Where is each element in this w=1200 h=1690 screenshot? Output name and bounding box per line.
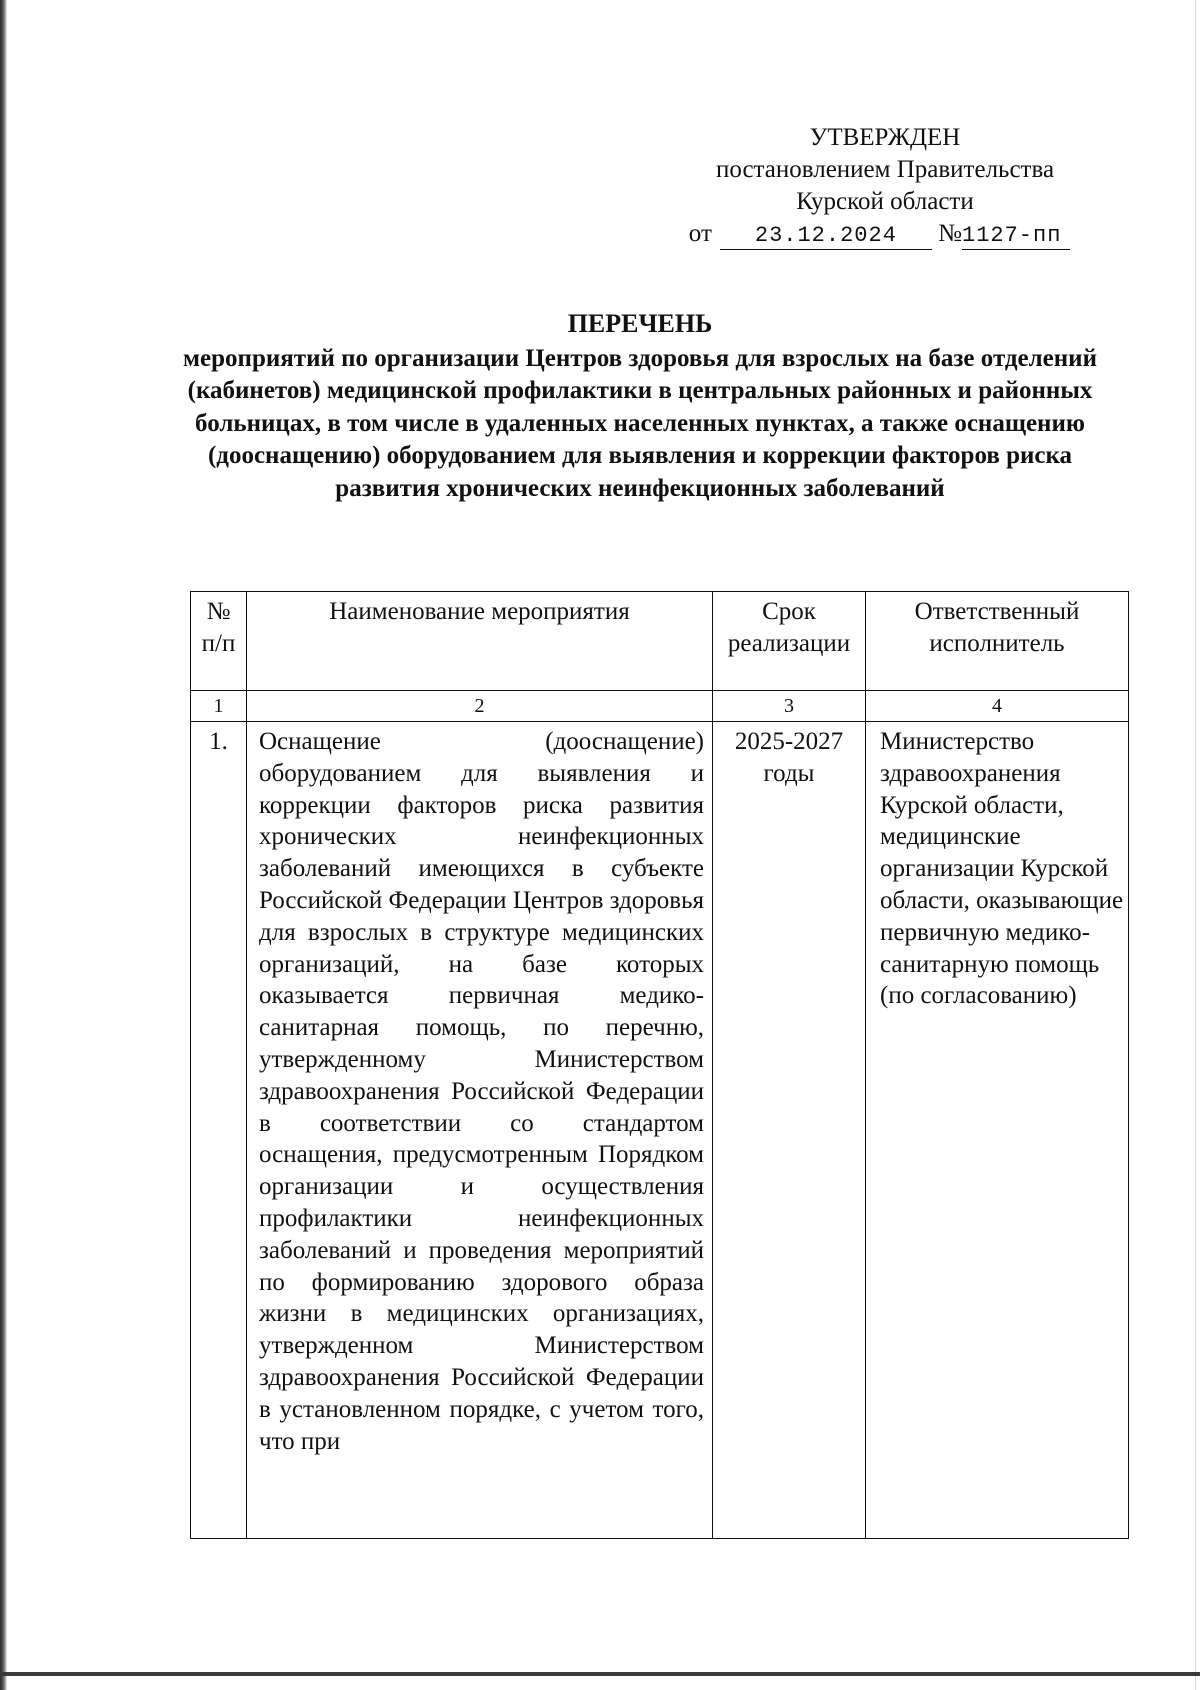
measure-name: Оснащение (дооснащение) оборудованием для выявления и коррекции факторов риска развития хронических неинфекционных заболеваний имеющихся в субъекте Российской Федерации Центров здоровья для взрослых в структуре медицинских организаций, на базе которых оказывается первичная медико-санитарная помощь, по перечню, утвержденному Министерством здравоохранения Российской Федерации в соответствии со стандартом оснащения, предусмотренным Порядком организации и осуществления профилактики неинфекционных заболеваний и проведения мероприятий по формированию здорового образа жизни в медицинских организациях, утвержденном Министерством здравоохранения Российской Федерации в установленном порядке, с учетом того, что при	[247, 722, 713, 1539]
table-row	[191, 722, 1129, 1539]
approval-number: 1127-пп	[962, 223, 1070, 250]
number-prefix: №	[938, 220, 962, 247]
approval-date: 23.12.2024	[720, 223, 932, 250]
scan-right-edge	[1195, 0, 1196, 1690]
column-number: 3	[713, 691, 866, 722]
document-heading	[180, 308, 1100, 505]
row-number: 1.	[191, 722, 247, 1539]
header-name: Наименование мероприятия	[247, 592, 713, 691]
approval-stamp	[660, 122, 1110, 250]
approval-title: УТВЕРЖДЕН	[809, 124, 961, 151]
approval-line-2: постановлением Правительства	[715, 156, 1055, 183]
table-header-row	[191, 592, 1129, 691]
date-prefix: от	[688, 220, 712, 247]
measures-table	[190, 591, 1129, 1539]
header-num: № п/п	[191, 592, 247, 691]
column-number: 2	[247, 691, 713, 722]
header-term: Срок реализации	[713, 592, 866, 691]
approval-date-row	[660, 218, 1110, 250]
document-subtitle: мероприятий по организации Центров здоровья для взрослых на базе отделений (кабинетов) медицинской профилактики в центральных районных и районных больницах, в том числе в удаленных населенных пунктах, а также оснащению (дооснащению) оборудованием для выявления и коррекции факторов риска развития хронических неинфекционных заболеваний	[183, 344, 1097, 502]
measure-responsible: Министерство здравоохранения Курской области, медицинские организации Курской области, оказывающие первичную медико-санитарную помощь (по согласованию)	[866, 722, 1129, 1539]
column-number: 4	[866, 691, 1129, 722]
column-number-row	[191, 691, 1129, 722]
document-title: ПЕРЕЧЕНЬ	[567, 309, 713, 338]
measure-term: 2025-2027 годы	[713, 722, 866, 1539]
scan-bottom-edge	[0, 1672, 1200, 1676]
column-number: 1	[191, 691, 247, 722]
header-responsible: Ответственный исполнитель	[866, 592, 1129, 691]
approval-line-3: Курской области	[796, 188, 974, 215]
scan-left-edge	[0, 0, 7, 1690]
